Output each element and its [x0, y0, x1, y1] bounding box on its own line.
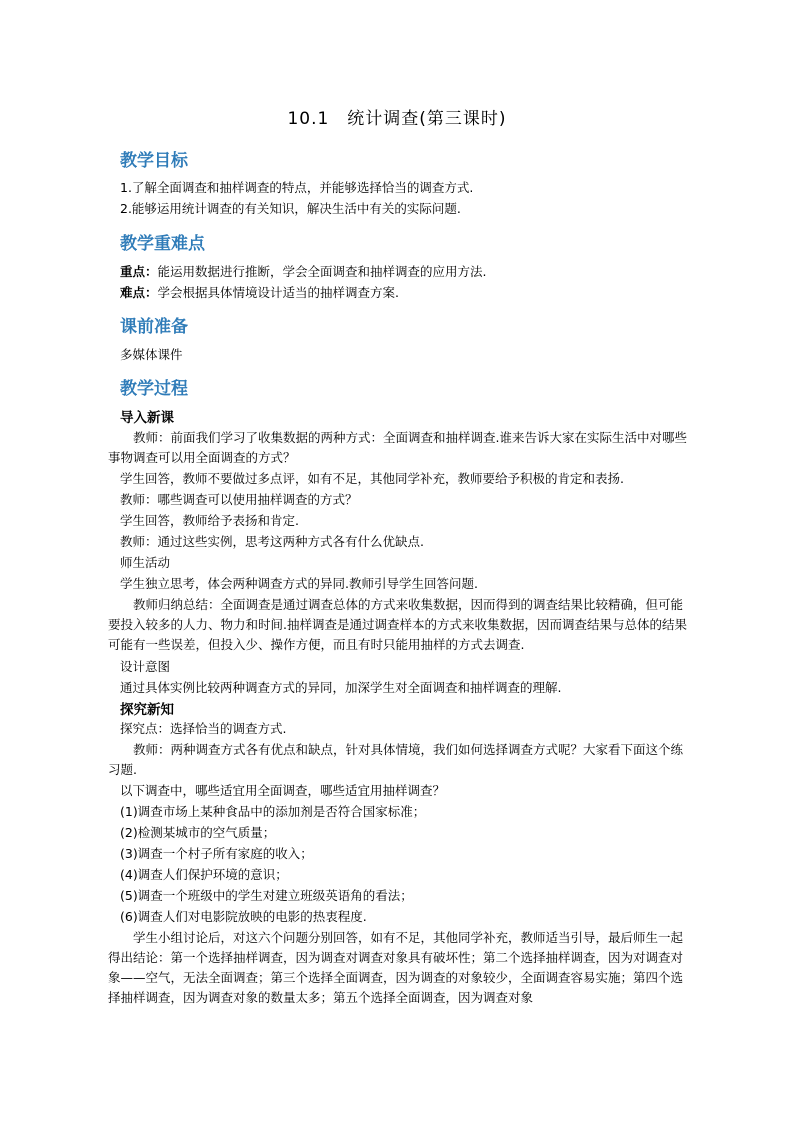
subheading-intro: 导入新课 — [120, 410, 174, 426]
intent-label: 设计意图 — [120, 659, 171, 674]
question-item-2: (2)检测某城市的空气质量； — [120, 825, 276, 840]
question-item-5: (5)调查一个班级中的学生对建立班级英语角的看法； — [120, 888, 413, 903]
difficulty-text: 学会根据具体情境设计适当的抽样调查方案. — [157, 285, 399, 300]
goal-item-2: 2.能够运用统计调查的有关知识，解决生活中有关的实际问题. — [120, 201, 461, 216]
explore-point: 探究点：选择恰当的调查方式. — [120, 721, 287, 736]
section-heading-process: 教学过程 — [120, 379, 188, 399]
explore-paragraph-1: 教师：两种调查方式各有优点和缺点，针对具体情境，我们如何选择调查方式呢？大家看下面这个练习题. — [108, 742, 684, 777]
goal-item-1: 1.了解全面调查和抽样调查的特点，并能够选择恰当的调查方式. — [120, 180, 474, 195]
page-title: 10.1 统计调查(第三课时) — [287, 109, 507, 129]
activity-label: 师生活动 — [120, 555, 171, 570]
focus-label: 重点： — [120, 264, 158, 279]
question-item-6: (6)调查人们对电影院放映的电影的热衷程度. — [120, 909, 367, 924]
intro-paragraph-3: 教师：哪些调查可以使用抽样调查的方式？ — [120, 492, 358, 507]
intro-paragraph-2: 学生回答，教师不要做过多点评，如有不足，其他同学补充，教师要给予积极的肯定和表扬. — [120, 471, 624, 486]
difficulty-label: 难点： — [120, 285, 158, 300]
intro-paragraph-1: 教师：前面我们学习了收集数据的两种方式：全面调查和抽样调查.谁来告诉大家在实际生活中对哪些事物调查可以用全面调查的方式？ — [108, 430, 687, 465]
intro-paragraph-6: 学生独立思考，体会两种调查方式的异同.教师引导学生回答问题. — [120, 576, 478, 591]
question-item-1: (1)调查市场上某种食品中的添加剂是否符合国家标准； — [120, 804, 426, 819]
prep-text: 多媒体课件 — [120, 347, 183, 362]
section-heading-goals: 教学目标 — [120, 151, 188, 171]
question-item-4: (4)调查人们保护环境的意识； — [120, 867, 288, 882]
explore-question: 以下调查中，哪些适宜用全面调查，哪些适宜用抽样调查？ — [120, 783, 446, 798]
subheading-explore: 探究新知 — [120, 702, 174, 718]
intro-paragraph-7: 教师归纳总结：全面调查是通过调查总体的方式来收集数据，因而得到的调查结果比较精确，但可能要投入较多的人力、物力和时间.抽样调查是通过调查样本的方式来收集数据，因而调查结果与总体的结果可能有一些误差，但投入少、操作方便，而且有时只能用抽样的方式去调查. — [108, 597, 687, 652]
question-item-3: (3)调查一个村子所有家庭的收入； — [120, 846, 313, 861]
section-heading-prep: 课前准备 — [120, 317, 188, 337]
intro-paragraph-4: 学生回答，教师给予表扬和肯定. — [120, 513, 299, 528]
intro-paragraph-5: 教师：通过这些实例，思考这两种方式各有什么优缺点. — [120, 534, 424, 549]
focus-line — [120, 262, 487, 282]
difficulty-line — [120, 283, 399, 303]
explore-paragraph-2: 学生小组讨论后，对这六个问题分别回答，如有不足，其他同学补充，教师适当引导，最后师生一起得出结论：第一个选择抽样调查，因为调查对调查对象具有破坏性；第二个选择抽样调查，因为对调查对象——空气，无法全面调查；第三个选择全面调查，因为调查的对象较少，全面调查容易实施；第四个选择抽样调查，因为调查对象的数量太多；第五个选择全面调查，因为调查对象 — [108, 930, 684, 1005]
section-heading-key: 教学重难点 — [120, 234, 205, 254]
focus-text: 能运用数据进行推断，学会全面调查和抽样调查的应用方法. — [157, 264, 487, 279]
intro-paragraph-8: 通过具体实例比较两种调查方式的异同，加深学生对全面调查和抽样调查的理解. — [120, 680, 562, 695]
